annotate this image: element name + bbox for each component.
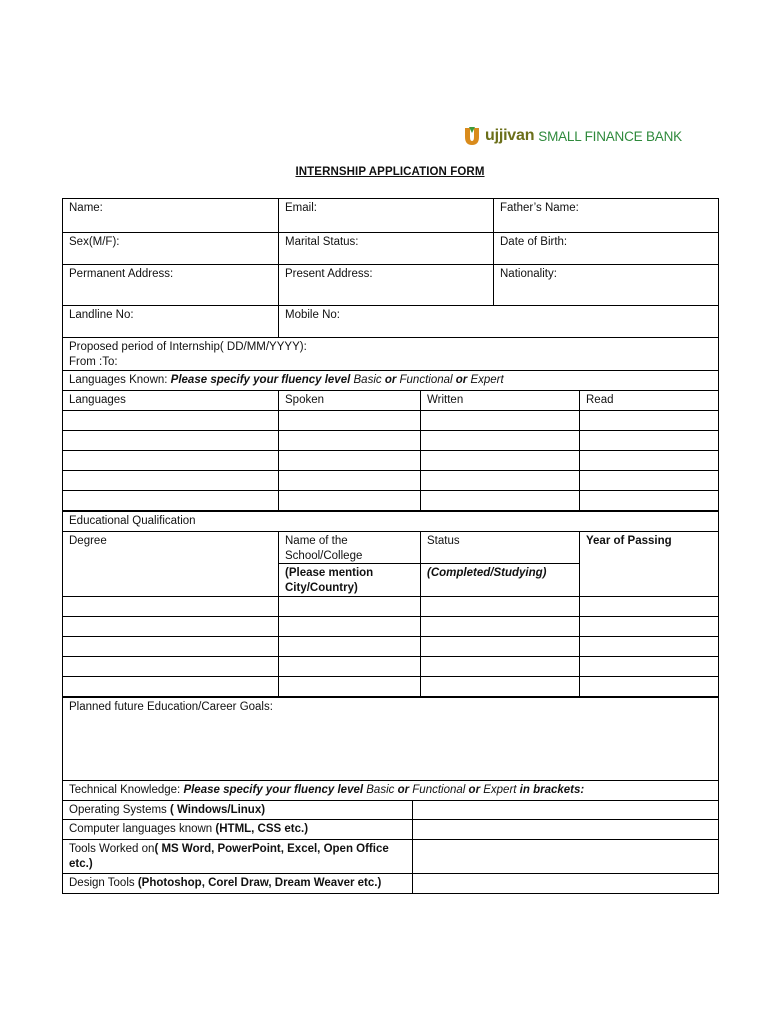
present-address-field[interactable] [278, 264, 494, 306]
tools-worked-input[interactable] [412, 839, 719, 874]
name-label: Name: [69, 202, 103, 214]
language-row-1-col-1[interactable] [62, 410, 279, 431]
marital-status-label: Marital Status: [285, 236, 359, 248]
school-header: Name of the School/College [278, 531, 421, 564]
language-row-3-col-3[interactable] [420, 450, 580, 471]
education-row-2-col-1[interactable] [62, 616, 279, 637]
landline-field[interactable] [62, 305, 279, 338]
mobile-label: Mobile No: [285, 309, 340, 321]
language-row-1-col-4[interactable] [579, 410, 719, 431]
operating-systems-label [62, 800, 413, 820]
name-field[interactable] [62, 198, 279, 233]
mobile-field[interactable] [278, 305, 719, 338]
education-row-5-col-1[interactable] [62, 676, 279, 697]
career-goals-field[interactable] [62, 697, 719, 781]
design-tools-label [62, 873, 413, 894]
technical-basic: Basic [366, 784, 395, 796]
read-header: Read [579, 390, 719, 411]
technical-intro: Technical Knowledge: [69, 784, 184, 796]
internship-period-label: Proposed period of Internship( DD/MM/YYYY): [69, 341, 307, 353]
language-row-3-col-1[interactable] [62, 450, 279, 471]
languages-header: Languages [62, 390, 279, 411]
education-row-3-col-1[interactable] [62, 636, 279, 657]
education-row-1-col-3[interactable] [420, 596, 580, 617]
languages-known-row [62, 370, 719, 391]
education-row-5-col-4[interactable] [579, 676, 719, 697]
language-row-5-col-4[interactable] [579, 490, 719, 511]
tools-plain: Tools Worked on [69, 843, 155, 855]
technical-knowledge-row [62, 780, 719, 801]
education-row-5-col-3[interactable] [420, 676, 580, 697]
cl-bold: (HTML, CSS etc.) [215, 823, 309, 835]
education-row-4-col-3[interactable] [420, 656, 580, 677]
design-bold: (Photoshop, Corel Draw, Dream Weaver etc.) [137, 877, 382, 889]
language-row-4-col-2[interactable] [278, 470, 421, 491]
language-row-4-col-4[interactable] [579, 470, 719, 491]
language-row-5-col-3[interactable] [420, 490, 580, 511]
technical-expert: Expert [483, 784, 517, 796]
languages-or-1: or [381, 374, 400, 386]
dob-label: Date of Birth: [500, 236, 568, 248]
education-row-1-col-2[interactable] [278, 596, 421, 617]
nationality-label: Nationality: [500, 268, 557, 280]
language-row-2-col-1[interactable] [62, 430, 279, 451]
school-note: (Please mention City/Country) [278, 563, 421, 597]
language-row-2-col-2[interactable] [278, 430, 421, 451]
education-row-4-col-1[interactable] [62, 656, 279, 677]
career-goals-label: Planned future Education/Career Goals: [69, 701, 273, 713]
marital-status-field[interactable] [278, 232, 494, 265]
education-row-3-col-4[interactable] [579, 636, 719, 657]
permanent-address-field[interactable] [62, 264, 279, 306]
father-name-field[interactable] [493, 198, 719, 233]
ujjivan-emblem-icon [463, 126, 481, 146]
email-label: Email: [285, 202, 317, 214]
education-row-1-col-1[interactable] [62, 596, 279, 617]
status-header: Status [420, 531, 580, 564]
ujjivan-logo [463, 124, 682, 148]
sex-label: Sex(M/F): [69, 236, 120, 248]
logo-brand: ujjivan [485, 127, 535, 144]
permanent-address-label: Permanent Address: [69, 268, 174, 280]
technical-tail: in brackets: [516, 784, 585, 796]
cl-plain: Computer languages known [69, 823, 216, 835]
dob-field[interactable] [493, 232, 719, 265]
education-row-3-col-2[interactable] [278, 636, 421, 657]
language-row-2-col-3[interactable] [420, 430, 580, 451]
written-header: Written [420, 390, 580, 411]
education-row-2-col-3[interactable] [420, 616, 580, 637]
language-row-5-col-2[interactable] [278, 490, 421, 511]
design-tools-input[interactable] [412, 873, 719, 894]
operating-systems-input[interactable] [412, 800, 719, 820]
present-address-label: Present Address: [285, 268, 373, 280]
father-name-label: Father’s Name: [500, 202, 579, 214]
technical-or-1: or [394, 784, 413, 796]
tools-worked-label [62, 839, 413, 874]
language-row-2-col-4[interactable] [579, 430, 719, 451]
os-bold: ( Windows/Linux) [169, 804, 266, 816]
education-row-4-col-4[interactable] [579, 656, 719, 677]
languages-or-2: or [452, 374, 471, 386]
nationality-field[interactable] [493, 264, 719, 306]
language-row-1-col-2[interactable] [278, 410, 421, 431]
education-row-5-col-2[interactable] [278, 676, 421, 697]
education-row-3-col-3[interactable] [420, 636, 580, 657]
form-title: INTERNSHIP APPLICATION FORM [295, 166, 485, 178]
language-row-5-col-1[interactable] [62, 490, 279, 511]
language-row-1-col-3[interactable] [420, 410, 580, 431]
education-row-4-col-2[interactable] [278, 656, 421, 677]
computer-languages-label [62, 819, 413, 840]
email-field[interactable] [278, 198, 494, 233]
technical-instruction: Please specify your fluency level [183, 784, 367, 796]
education-heading: Educational Qualification [62, 511, 719, 532]
tools-bold: ( MS Word, PowerPoint, Excel, Open Office etc.) [69, 843, 389, 870]
spoken-header: Spoken [278, 390, 421, 411]
from-to-label: From :To: [69, 356, 118, 368]
os-plain: Operating Systems [69, 804, 170, 816]
languages-basic: Basic [353, 374, 382, 386]
degree-header: Degree [62, 531, 279, 597]
language-row-3-col-2[interactable] [278, 450, 421, 471]
language-row-4-col-3[interactable] [420, 470, 580, 491]
internship-period-field[interactable] [62, 337, 719, 371]
languages-intro: Languages Known: [69, 374, 171, 386]
computer-languages-input[interactable] [412, 819, 719, 840]
education-row-2-col-2[interactable] [278, 616, 421, 637]
education-row-2-col-4[interactable] [579, 616, 719, 637]
landline-label: Landline No: [69, 309, 134, 321]
languages-expert: Expert [470, 374, 504, 386]
languages-instruction: Please specify your fluency level [170, 374, 354, 386]
sex-field[interactable] [62, 232, 279, 265]
education-row-1-col-4[interactable] [579, 596, 719, 617]
technical-or-2: or [465, 784, 484, 796]
technical-functional: Functional [412, 784, 466, 796]
year-of-passing-header: Year of Passing [579, 531, 719, 597]
languages-functional: Functional [399, 374, 453, 386]
logo-subtitle: SMALL FINANCE BANK [538, 128, 682, 144]
language-row-3-col-4[interactable] [579, 450, 719, 471]
design-plain: Design Tools [69, 877, 138, 889]
language-row-4-col-1[interactable] [62, 470, 279, 491]
status-note: (Completed/Studying) [420, 563, 580, 597]
